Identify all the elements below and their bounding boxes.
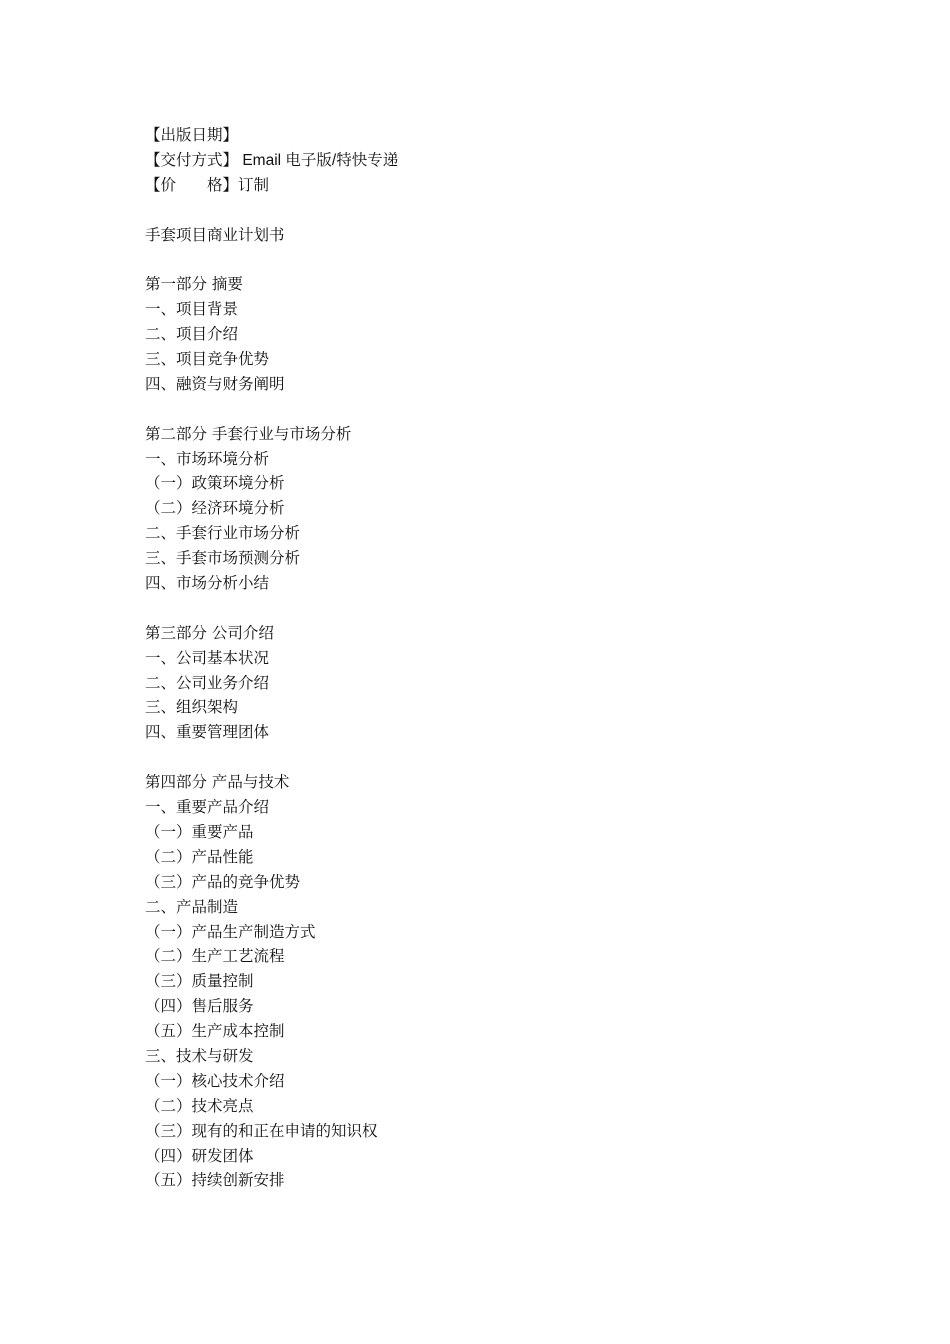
doc-title: 手套项目商业计划书 <box>145 225 285 244</box>
toc-item: 一、市场环境分析 <box>145 449 270 468</box>
toc-item: （二）生产工艺流程 <box>145 947 285 966</box>
toc-item: 一、重要产品介绍 <box>145 798 270 817</box>
toc-item: 一、项目背景 <box>145 300 239 319</box>
spacer <box>145 198 845 223</box>
toc-item: （三）现有的和正在申请的知识权 <box>145 1121 378 1140</box>
toc-item: （一）重要产品 <box>145 822 254 841</box>
toc-item: （二）经济环境分析 <box>145 499 285 518</box>
price-line <box>145 173 845 198</box>
delivery-line <box>145 148 845 173</box>
toc-item: （五）生产成本控制 <box>145 1022 285 1041</box>
toc-item: 一、公司基本状况 <box>145 648 270 667</box>
toc-item: （二）产品性能 <box>145 847 254 866</box>
toc-item: （四）售后服务 <box>145 997 254 1016</box>
toc-item: 四、重要管理团体 <box>145 723 270 742</box>
toc-item: 二、公司业务介绍 <box>145 673 270 692</box>
toc-item: 四、市场分析小结 <box>145 574 270 593</box>
section-heading: 第四部分 产品与技术 <box>145 773 290 792</box>
toc-item: 二、手套行业市场分析 <box>145 524 301 543</box>
toc-item: （四）研发团体 <box>145 1146 254 1165</box>
price-label: 【价 格】 <box>145 175 239 194</box>
toc-sections <box>145 247 845 1193</box>
toc-item: （二）技术亮点 <box>145 1096 254 1115</box>
document-page <box>145 123 845 1193</box>
delivery-value: Email 电子版/特快专递 <box>238 151 399 169</box>
section-heading: 第二部分 手套行业与市场分析 <box>145 424 352 443</box>
toc-item: （一）政策环境分析 <box>145 474 285 493</box>
toc-item: 三、技术与研发 <box>145 1046 254 1065</box>
publish-date-label: 【出版日期】 <box>145 126 239 144</box>
toc-item: 四、融资与财务阐明 <box>145 374 285 393</box>
toc-item: （一）产品生产制造方式 <box>145 922 316 941</box>
spacer <box>145 596 845 621</box>
toc-section <box>145 272 845 396</box>
publish-date-line <box>145 123 845 148</box>
section-heading: 第一部分 摘要 <box>145 275 243 294</box>
spacer <box>145 745 845 770</box>
toc-item: （三）质量控制 <box>145 972 254 991</box>
spacer <box>145 247 845 272</box>
toc-section <box>145 770 845 1193</box>
toc-item: （五）持续创新安排 <box>145 1171 285 1190</box>
spacer <box>145 397 845 422</box>
toc-item: 二、项目介绍 <box>145 325 239 344</box>
section-heading: 第三部分 公司介绍 <box>145 623 274 642</box>
toc-item: 三、手套市场预测分析 <box>145 549 301 568</box>
delivery-label: 【交付方式】 <box>145 150 239 169</box>
toc-section <box>145 422 845 596</box>
price-value: 订制 <box>238 175 270 194</box>
toc-section <box>145 621 845 745</box>
toc-item: （三）产品的竞争优势 <box>145 872 301 891</box>
toc-item: 二、产品制造 <box>145 897 239 916</box>
toc-item: （一）核心技术介绍 <box>145 1071 285 1090</box>
toc-item: 三、项目竞争优势 <box>145 350 270 369</box>
toc-item: 三、组织架构 <box>145 698 239 717</box>
